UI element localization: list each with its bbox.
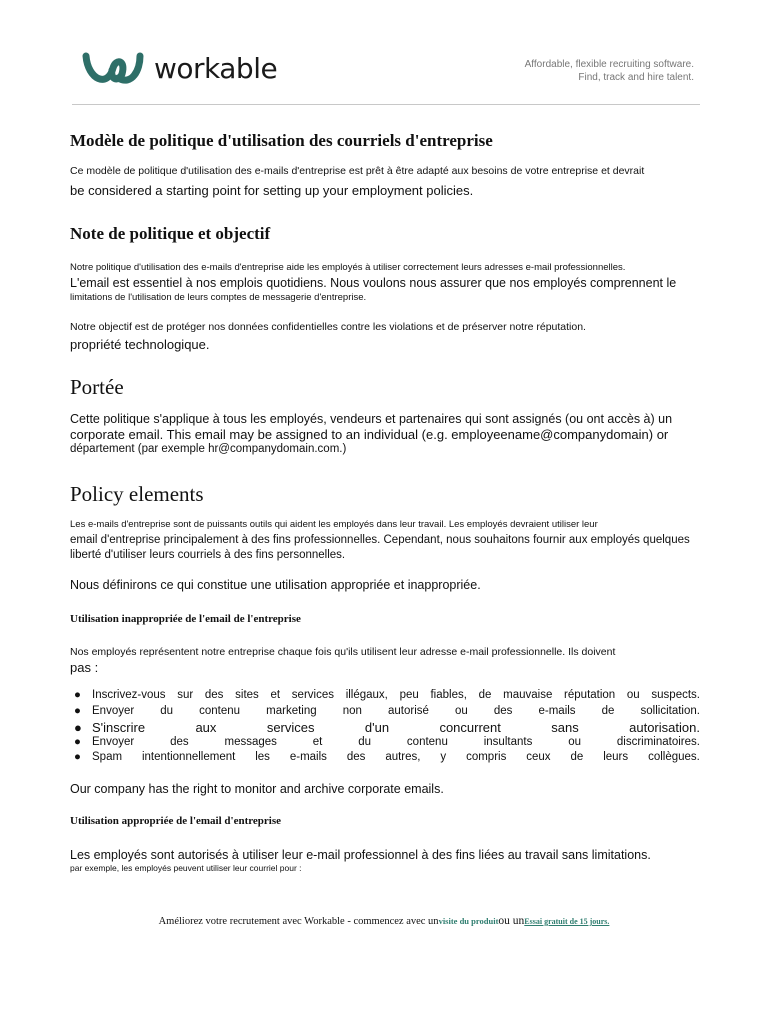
bullet-word: services <box>266 720 315 735</box>
policy-brief-p2-line-2: propriété technologique. <box>70 337 210 352</box>
product-tour-link[interactable]: visite du produit <box>438 916 499 926</box>
bullet-word: les <box>255 751 270 763</box>
policy-brief-p1-line-3: limitations de l'utilisation de leurs comptes de messagerie d'entreprise. <box>70 292 367 303</box>
monitoring-statement: Our company has the right to monitor and archive corporate emails. <box>70 782 444 796</box>
scope-line-1: Cette politique s'applique à tous les employés, vendeurs et partenaires qui sont assignés (ou ont accès à) un <box>70 412 673 426</box>
header-divider <box>72 104 700 105</box>
bullet-item <box>74 736 700 748</box>
bullet-word: autorisation. <box>629 720 700 735</box>
section-heading-policy-brief: Note de politique et objectif <box>70 224 271 243</box>
bullet-word: sur <box>177 689 194 701</box>
bullet-word: concurrent <box>439 720 501 735</box>
footer-middle-text: ou un <box>498 915 525 927</box>
bullet-word: contenu <box>199 705 241 717</box>
intro-line-2: be considered a starting point for setting up your employment policies. <box>70 183 474 198</box>
bullet-word: discriminatoires. <box>616 736 700 748</box>
tagline-line-2: Find, track and hire talent. <box>578 72 694 83</box>
policy-elements-p1-line-2: email d'entreprise principalement à des fins professionnelles. Cependant, nous souhaitons fournir aux employés quelques <box>70 534 690 546</box>
bullet-word: sollicitation. <box>640 705 700 717</box>
subheading-inappropriate-use: Utilisation inappropriée de l'email de l'entreprise <box>70 613 301 625</box>
bullet-word: ou <box>568 736 581 748</box>
policy-brief-p1-line-2: L'email est essentiel à nos emplois quotidiens. Nous voulons nous assurer que nos employés comprennent le <box>70 276 677 290</box>
bullet-word: Envoyer <box>92 705 135 717</box>
subheading-appropriate-use: Utilisation appropriée de l'email d'entreprise <box>70 815 282 827</box>
bullet-item <box>74 720 700 735</box>
bullet-word: fiables, <box>430 689 467 701</box>
bullet-word: d'un <box>364 720 390 735</box>
bullet-word: insultants <box>483 736 533 748</box>
page-header <box>0 0 768 106</box>
bullet-word: ou <box>455 705 468 717</box>
bullet-dot: ● <box>74 720 82 735</box>
page-footer <box>0 915 768 927</box>
inappropriate-intro-line-2: pas : <box>70 660 99 675</box>
bullet-dot: ● <box>74 705 81 717</box>
document-title: Modèle de politique d'utilisation des courriels d'entreprise <box>70 131 493 150</box>
brand-name: workable <box>154 52 278 85</box>
bullet-word: ceux <box>526 751 551 763</box>
bullet-word: aux <box>195 720 217 735</box>
bullet-dot: ● <box>74 751 81 763</box>
appropriate-line-1: Les employés sont autorisés à utiliser leur e-mail professionnel à des fins liées au travail sans limitations. <box>70 848 651 862</box>
bullet-word: Inscrivez-vous <box>92 689 166 701</box>
bullet-item <box>74 751 700 763</box>
bullet-word: autorisé <box>388 705 429 717</box>
intro-line-1: Ce modèle de politique d'utilisation des e-mails d'entreprise est prêt à être adapté aux besoins de votre entreprise et devrait <box>70 165 645 177</box>
bullet-word: sites <box>235 689 259 701</box>
policy-brief-p2-line-1: Notre objectif est de protéger nos données confidentielles contre les violations et de préserver notre réputation. <box>70 321 586 333</box>
bullet-item <box>74 689 700 701</box>
bullet-word: e-mails <box>289 751 327 763</box>
bullet-word: des <box>493 705 513 717</box>
scope-line-3: département (par exemple hr@companydomain.com.) <box>70 443 347 455</box>
bullet-word: des <box>204 689 224 701</box>
bullet-word: e-mails <box>538 705 576 717</box>
bullet-word: et <box>270 689 281 701</box>
bullet-word: ou <box>626 689 640 701</box>
header-tagline <box>525 58 694 84</box>
bullet-dot: ● <box>74 689 81 701</box>
bullet-word: des <box>170 736 189 748</box>
bullet-word: compris <box>466 751 507 763</box>
bullet-word: marketing <box>266 705 317 717</box>
bullet-word: messages <box>224 736 277 748</box>
bullet-word: leurs <box>603 751 629 763</box>
appropriate-line-2: par exemple, les employés peuvent utiliser leur courriel pour : <box>70 863 302 873</box>
bullet-word: contenu <box>406 736 448 748</box>
bullet-word: et <box>312 736 323 748</box>
bullet-word: suspects. <box>651 689 700 701</box>
bullet-word: mauvaise <box>503 689 553 701</box>
bullet-word: S'inscrire <box>92 720 146 735</box>
policy-elements-p1-line-3: liberté d'utiliser leurs courriels à des fins personnelles. <box>70 549 346 561</box>
bullet-word: de <box>570 751 584 763</box>
bullet-dot: ● <box>74 736 81 748</box>
bullet-word: illégaux, <box>345 689 388 701</box>
scope-line-2: corporate email. This email may be assigned to an individual (e.g. employeename@companydomain) or <box>70 427 669 442</box>
section-heading-scope: Portée <box>70 375 124 399</box>
bullet-word: de <box>478 689 492 701</box>
bullet-word: réputation <box>564 689 616 701</box>
bullet-word: de <box>601 705 615 717</box>
bullet-word: du <box>358 736 372 748</box>
bullet-word: autres, <box>385 751 421 763</box>
workable-logo-icon <box>82 50 144 88</box>
bullet-word: Envoyer <box>92 736 135 748</box>
bullet-word: Spam <box>92 751 123 763</box>
inappropriate-intro-line-1: Nos employés représentent notre entreprise chaque fois qu'ils utilisent leur adresse e-mail professionnelle. Ils doivent <box>70 646 616 658</box>
bullet-word: du <box>160 705 174 717</box>
bullet-word: intentionnellement <box>141 751 236 763</box>
bullet-word: sans <box>551 720 579 735</box>
policy-brief-p1-line-1: Notre politique d'utilisation des e-mails d'entreprise aide les employés à utiliser correctement leurs adresses e-mail professionnelles. <box>70 262 626 273</box>
bullet-word: non <box>342 705 362 717</box>
bullet-word: services <box>291 689 334 701</box>
workable-logo[interactable] <box>82 50 277 88</box>
bullet-word: peu <box>399 689 419 701</box>
bullet-word: y <box>440 751 447 763</box>
policy-elements-p1-line-1: Les e-mails d'entreprise sont de puissants outils qui aident les employés dans leur travail. Les employés devraient utiliser leur <box>70 519 598 530</box>
bullet-word: des <box>346 751 366 763</box>
section-heading-policy-elements: Policy elements <box>70 482 204 506</box>
bullet-item <box>74 705 700 717</box>
footer-text: Améliorez votre recrutement avec Workable - commencez avec un <box>158 916 439 927</box>
policy-elements-p2: Nous définirons ce qui constitue une utilisation appropriée et inappropriée. <box>70 578 481 592</box>
tagline-line-1: Affordable, flexible recruiting software. <box>524 59 694 70</box>
free-trial-link[interactable]: Essai gratuit de 15 jours. <box>524 917 610 926</box>
bullet-word: collègues. <box>648 751 700 763</box>
